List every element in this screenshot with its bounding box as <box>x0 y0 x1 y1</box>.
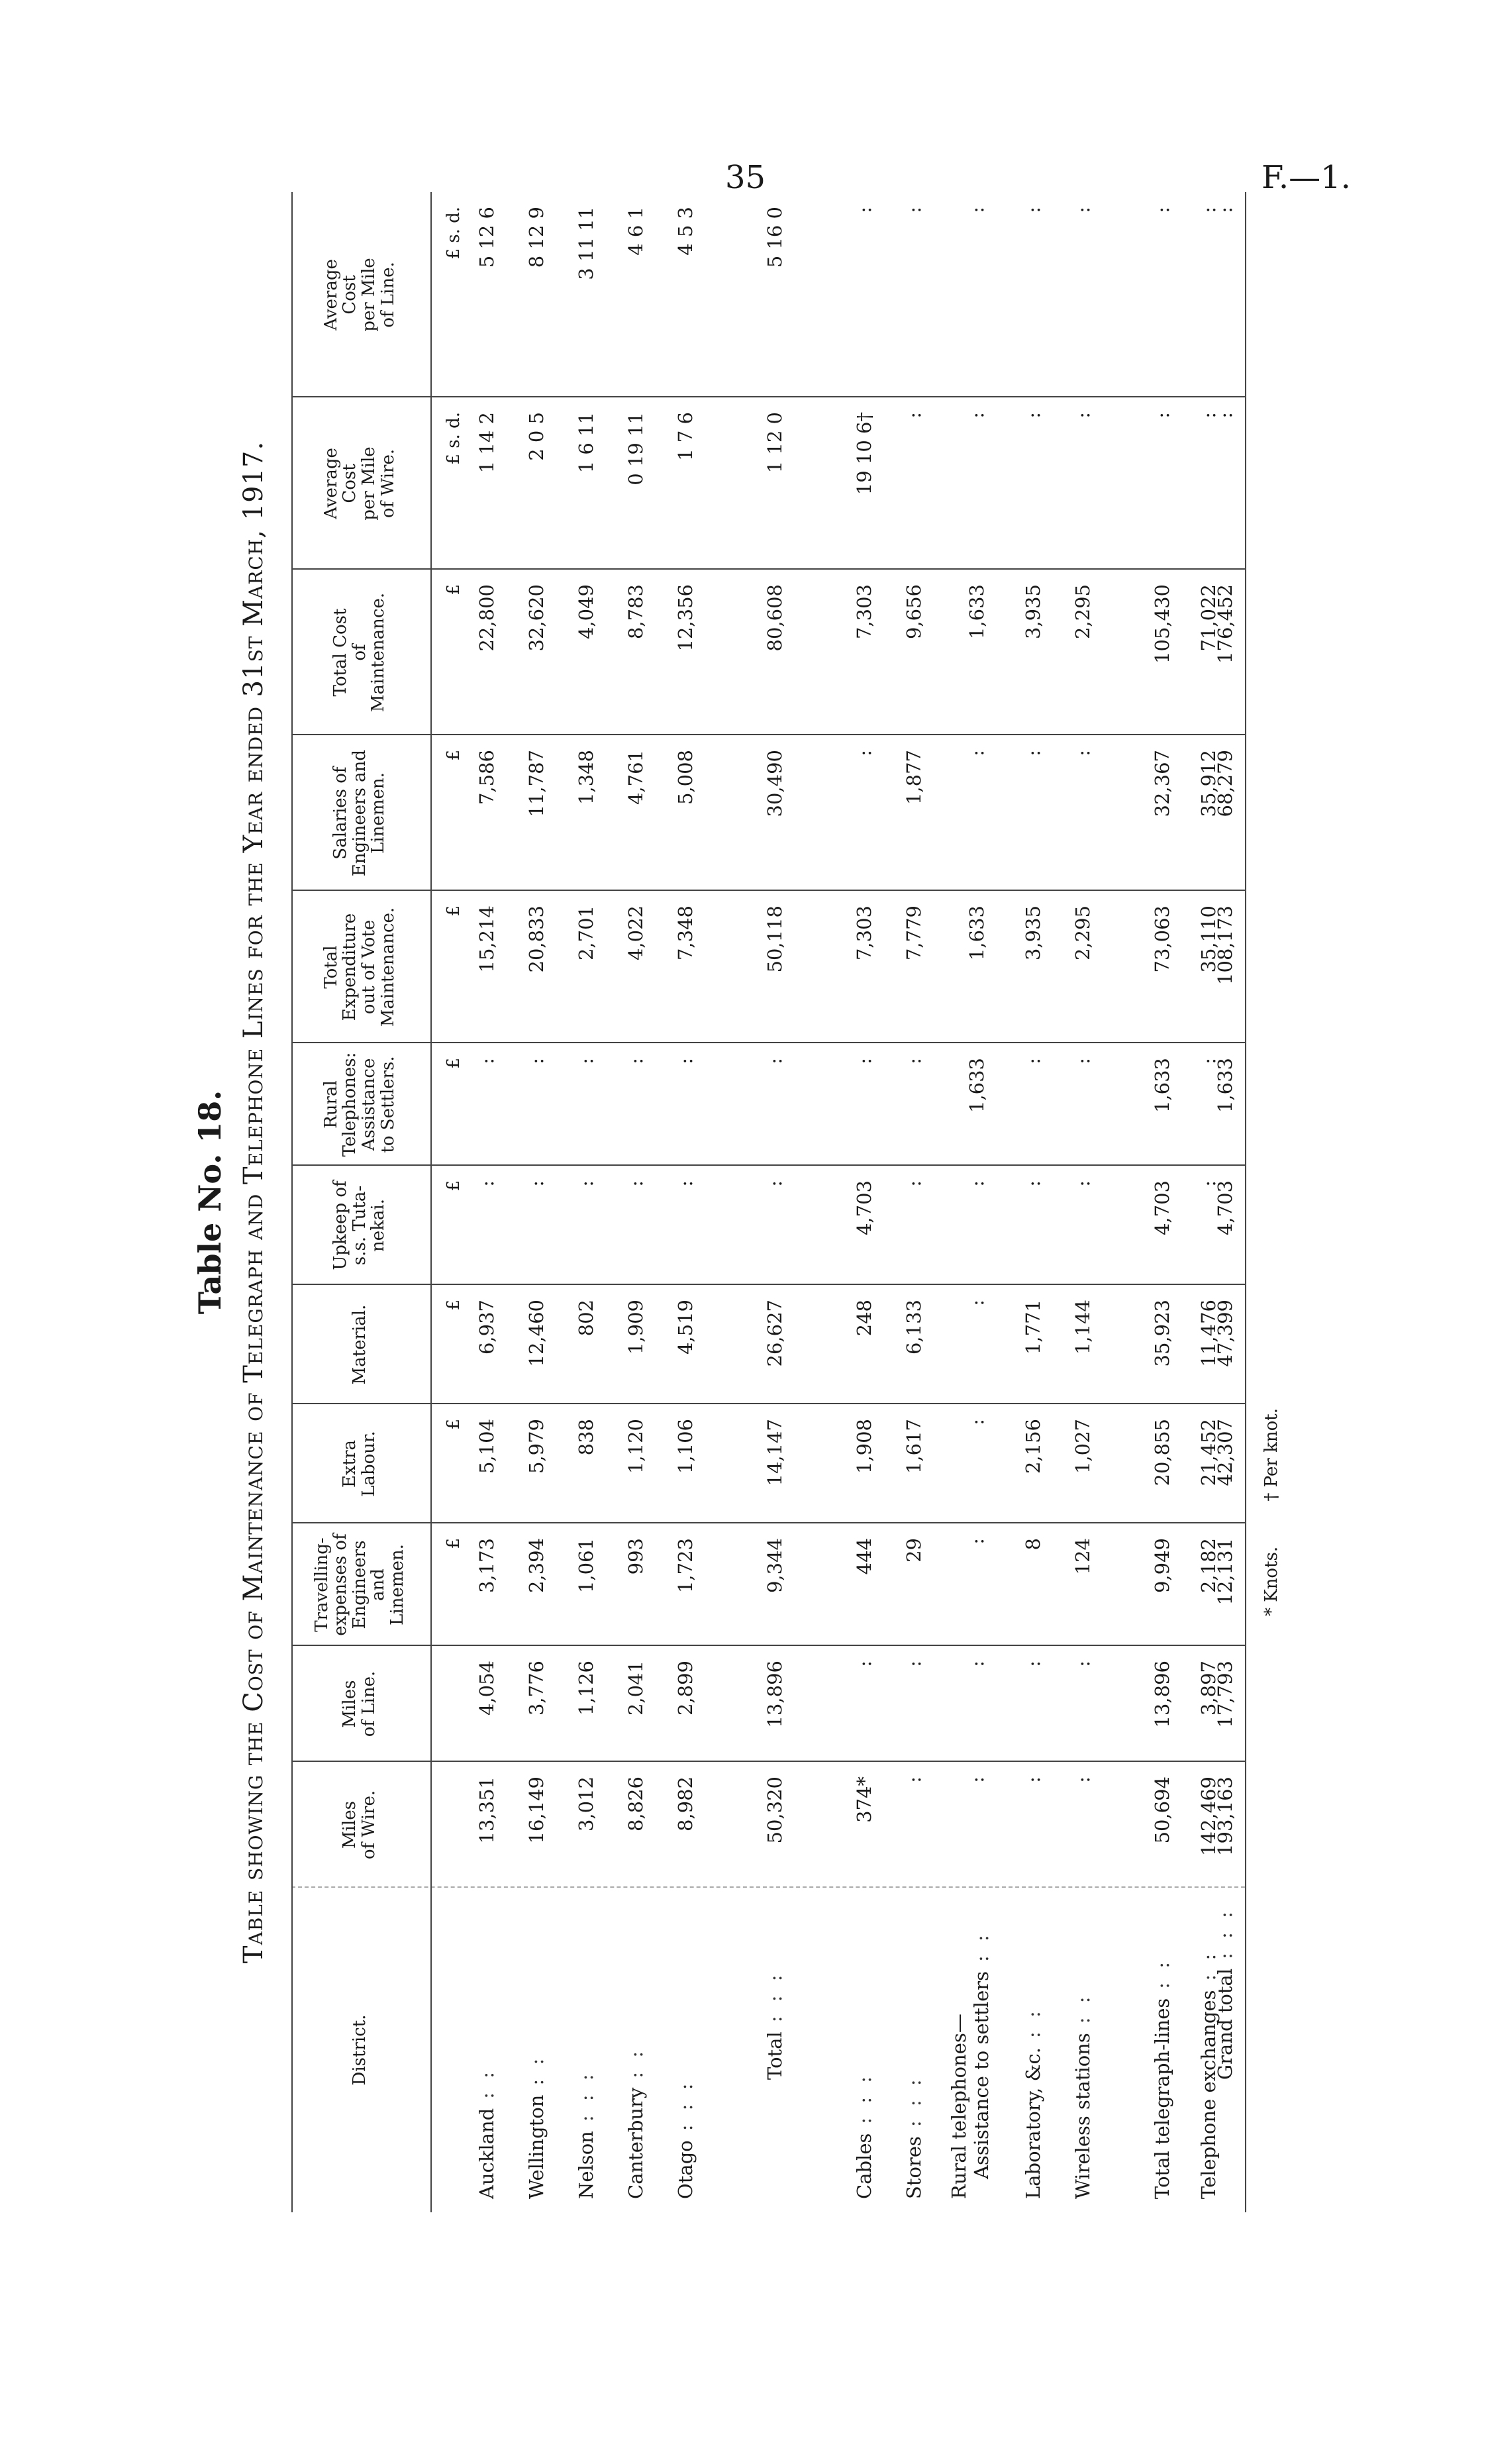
value-cell: : <box>1071 1058 1094 1064</box>
table-row <box>566 192 606 2212</box>
value-cell: : <box>853 207 875 213</box>
district-text: Stores <box>903 2136 925 2199</box>
table-row <box>948 192 997 2212</box>
value-cell: 2,295 <box>1071 905 1094 961</box>
value-cell: 20,855 <box>1151 1419 1173 1486</box>
value-cell: 1,144 <box>1071 1300 1094 1355</box>
value-cell: 12,131 <box>1214 1538 1236 1606</box>
value-cell: 2 0 5 <box>525 412 548 461</box>
district-text: Wellington <box>525 2094 548 2199</box>
value-cell: 12,460 <box>525 1300 548 1367</box>
value-cell: 1 14 2 <box>475 412 498 474</box>
value-cell: : <box>764 1180 786 1187</box>
value-cell: 1,027 <box>1071 1419 1094 1474</box>
value-cell: 1,348 <box>575 750 597 805</box>
unit-label: £ <box>444 1058 464 1069</box>
value-cell: : <box>674 1180 697 1187</box>
column-header: Material. <box>349 1304 370 1385</box>
document-reference: F.—1. <box>1262 159 1351 196</box>
table-row <box>467 192 507 2212</box>
value-cell: 71,022 <box>1197 584 1220 652</box>
district-text: Laboratory, &c. <box>1022 2047 1044 2199</box>
value-cell: 3,173 <box>475 1538 498 1594</box>
value-cell: 4,054 <box>475 1661 498 1716</box>
column-header: Total Cost of Maintenance. <box>330 592 389 713</box>
value-cell: : <box>1197 207 1220 213</box>
value-cell: 4,022 <box>624 905 647 961</box>
value-cell: 2,295 <box>1071 584 1094 640</box>
value-cell: : <box>1151 207 1173 213</box>
value-cell: 3,935 <box>1022 584 1044 640</box>
unit-label: £ <box>444 750 464 761</box>
value-cell: : <box>764 1058 786 1064</box>
value-cell: 16,149 <box>525 1776 548 1844</box>
district-text: Cables <box>853 2133 875 2199</box>
table-row <box>844 192 884 2212</box>
value-cell: 2,701 <box>575 905 597 961</box>
value-cell: 1,061 <box>575 1538 597 1594</box>
value-cell: : <box>1022 1180 1044 1187</box>
unit-label: £ <box>444 905 464 917</box>
value-cell: 6,133 <box>903 1300 925 1355</box>
value-cell: 7,303 <box>853 905 875 961</box>
value-cell: 6,937 <box>475 1300 498 1355</box>
value-cell: : <box>525 1058 548 1064</box>
value-cell: 7,303 <box>853 584 875 640</box>
value-cell: 2,041 <box>624 1661 647 1716</box>
value-cell: 4 6 1 <box>624 207 647 256</box>
dot-leaders: : : <box>525 2054 548 2086</box>
row-rule <box>1245 192 1246 2212</box>
row-rule <box>291 192 293 2212</box>
value-cell: 4,703 <box>1151 1180 1173 1236</box>
value-cell: 15,214 <box>475 905 498 973</box>
value-cell: : <box>475 1058 498 1064</box>
value-cell: : <box>1071 207 1094 213</box>
value-cell: 50,694 <box>1151 1776 1173 1844</box>
table-row <box>1142 192 1182 2212</box>
value-cell: 4,519 <box>674 1300 697 1355</box>
dot-leaders: : : : <box>903 2075 925 2128</box>
value-cell: 35,110 <box>1197 905 1220 973</box>
dot-leaders: : : <box>970 1931 993 1963</box>
value-cell: 8,826 <box>624 1776 647 1832</box>
value-cell: 444 <box>853 1538 875 1575</box>
column-header: Average Cost per Mile of Line. <box>321 258 398 332</box>
cost-table <box>291 192 1245 2212</box>
value-cell: 193,163 <box>1214 1776 1236 1856</box>
value-cell: : <box>1197 1180 1220 1187</box>
value-cell: 68,279 <box>1214 750 1236 817</box>
column-header: Miles of Line. <box>340 1670 379 1737</box>
value-cell: : <box>1071 412 1094 419</box>
value-cell: : <box>674 1058 697 1064</box>
value-cell: 1 6 11 <box>575 412 597 474</box>
district-name <box>755 1901 795 2199</box>
value-cell: 7,586 <box>475 750 498 805</box>
dot-leaders: : : <box>1151 1957 1173 1989</box>
value-cell: 1,908 <box>853 1419 875 1474</box>
value-cell: 124 <box>1071 1538 1094 1575</box>
value-cell: : <box>1022 750 1044 756</box>
value-cell: 22,800 <box>475 584 498 652</box>
unit-label: £ s. d. <box>444 207 464 260</box>
value-cell: 26,627 <box>764 1300 786 1367</box>
value-cell: 47,399 <box>1214 1300 1236 1367</box>
value-cell: 11,476 <box>1197 1300 1220 1367</box>
district-text: Wireless stations <box>1071 2033 1094 2199</box>
rotated-table <box>192 192 1281 2212</box>
value-cell: 8,982 <box>674 1776 697 1832</box>
district-name <box>616 1901 656 2199</box>
district-text: Grand total <box>1214 1968 1236 2080</box>
value-cell: : <box>903 1661 925 1667</box>
value-cell: : <box>903 1180 925 1187</box>
value-cell: 2,156 <box>1022 1419 1044 1474</box>
value-cell: 1,877 <box>903 750 925 805</box>
value-cell: 7,348 <box>674 905 697 961</box>
dot-leaders: : : : <box>853 2072 875 2124</box>
district-name <box>894 1901 934 2199</box>
value-cell: 142,469 <box>1197 1776 1220 1856</box>
table-row <box>1063 192 1103 2212</box>
value-cell: : <box>903 412 925 419</box>
value-cell: 1,633 <box>1151 1058 1173 1113</box>
district-name <box>1142 1901 1182 2199</box>
value-cell: 3,935 <box>1022 905 1044 961</box>
value-cell: 14,147 <box>764 1419 786 1486</box>
value-cell: 50,118 <box>764 905 786 973</box>
district-text: Total <box>764 2031 786 2080</box>
table-title: Table showing the Cost of Maintenance of Telegraph and Telephone Lines for the Year ended 31st March, 1917. <box>238 440 269 1964</box>
value-cell: : <box>1022 1661 1044 1667</box>
value-cell: 80,608 <box>764 584 786 652</box>
district-name <box>1013 1901 1053 2199</box>
value-cell: 12,356 <box>674 584 697 652</box>
dot-leaders: : : <box>1197 1949 1220 1981</box>
value-cell: 1,633 <box>966 584 988 640</box>
value-cell: 993 <box>624 1538 647 1575</box>
value-cell: 1,909 <box>624 1300 647 1355</box>
value-cell: 5,979 <box>525 1419 548 1474</box>
table-row <box>755 192 795 2212</box>
value-cell: 3,897 <box>1197 1661 1220 1716</box>
unit-label: £ <box>444 1180 464 1192</box>
district-name <box>566 1901 606 2199</box>
district-name <box>467 1901 507 2199</box>
value-cell: 3,776 <box>525 1661 548 1716</box>
unit-label: £ <box>444 1538 464 1549</box>
value-cell: 9,949 <box>1151 1538 1173 1594</box>
value-cell: 32,367 <box>1151 750 1173 817</box>
column-header: Total Expenditure out of Vote Maintenance. <box>321 907 398 1027</box>
unit-label: £ <box>444 1300 464 1311</box>
value-cell: 1 7 6 <box>674 412 697 461</box>
unit-label: £ s. d. <box>444 412 464 465</box>
value-cell: 5,104 <box>475 1419 498 1474</box>
table-row <box>894 192 934 2212</box>
value-cell: : <box>624 1058 647 1064</box>
district-text: Nelson <box>575 2131 597 2199</box>
value-cell: : <box>966 750 988 756</box>
value-cell: : <box>853 750 875 756</box>
value-cell: 4,703 <box>1214 1180 1236 1236</box>
table-row <box>1013 192 1053 2212</box>
value-cell: 9,656 <box>903 584 925 640</box>
district-text: Telephone exchanges <box>1197 1990 1220 2199</box>
value-cell: 50,320 <box>764 1776 786 1844</box>
value-cell: 5 16 0 <box>764 207 786 268</box>
district-name <box>1063 1901 1103 2199</box>
value-cell: : <box>903 1776 925 1783</box>
value-cell: 17,793 <box>1214 1661 1236 1728</box>
value-cell: 5,008 <box>674 750 697 805</box>
footnote-knots: * Knots. <box>1262 1546 1281 1616</box>
value-cell: : <box>1214 207 1236 213</box>
column-header: Rural Telephones: Assistance to Settlers. <box>321 1052 398 1157</box>
district-name <box>666 1901 705 2199</box>
value-cell: : <box>575 1180 597 1187</box>
value-cell: 105,430 <box>1151 584 1173 664</box>
district-line-2-text: Assistance to settlers <box>970 1971 993 2179</box>
value-cell: 2,182 <box>1197 1538 1220 1594</box>
value-cell: 30,490 <box>764 750 786 817</box>
value-cell: : <box>966 1419 988 1425</box>
value-cell: 802 <box>575 1300 597 1337</box>
value-cell: 21,452 <box>1197 1419 1220 1486</box>
value-cell: 13,896 <box>764 1661 786 1728</box>
value-cell: 19 10 6† <box>853 412 875 495</box>
value-cell: : <box>575 1058 597 1064</box>
value-cell: 3 11 11 <box>575 207 597 280</box>
value-cell: 9,344 <box>764 1538 786 1594</box>
value-cell: 0 19 11 <box>624 412 647 486</box>
value-cell: : <box>1022 207 1044 213</box>
dot-leaders: : : <box>1022 2007 1044 2039</box>
dot-leaders: : : <box>624 2047 647 2079</box>
dot-leaders: : : : <box>674 2079 697 2131</box>
value-cell: 1,633 <box>966 1058 988 1113</box>
value-cell: 32,620 <box>525 584 548 652</box>
district-text: Otago <box>674 2140 697 2199</box>
value-cell: 35,912 <box>1197 750 1220 817</box>
value-cell: 4,049 <box>575 584 597 640</box>
district-text: Total telegraph-lines <box>1151 1998 1173 2199</box>
dot-leaders: : : : <box>764 1971 786 2023</box>
column-header: Salaries of Engineers and Linemen. <box>330 749 389 877</box>
value-cell: 35,923 <box>1151 1300 1173 1367</box>
value-cell: 20,833 <box>525 905 548 973</box>
dot-leaders: : : : <box>1214 1908 1236 1959</box>
value-cell: 13,351 <box>475 1776 498 1844</box>
row-rule <box>430 192 432 2212</box>
value-cell: 8,783 <box>624 584 647 640</box>
dot-leaders: : : : <box>575 2070 597 2122</box>
column-header: District. <box>349 2014 370 2086</box>
value-cell: 1,633 <box>966 905 988 961</box>
column-header: Upkeep of s.s. Tuta- nekai. <box>330 1180 389 1270</box>
value-cell: : <box>903 207 925 213</box>
value-cell: : <box>966 207 988 213</box>
value-cell: : <box>1071 1776 1094 1783</box>
value-cell: : <box>1022 1776 1044 1783</box>
district-name <box>844 1901 884 2199</box>
footnote-per-knot: † Per knot. <box>1262 1408 1281 1502</box>
value-cell: : <box>1197 412 1220 419</box>
value-cell: : <box>1197 1058 1220 1064</box>
dot-leaders: : : <box>475 2067 498 2099</box>
table-number: Table No. 18. <box>192 1090 228 1315</box>
district-text: Auckland <box>475 2108 498 2199</box>
value-cell: 1,723 <box>674 1538 697 1594</box>
table-row <box>616 192 656 2212</box>
table-row <box>666 192 705 2212</box>
value-cell: 1 12 0 <box>764 412 786 474</box>
value-cell: 248 <box>853 1300 875 1337</box>
value-cell: 2,394 <box>525 1538 548 1594</box>
value-cell: : <box>966 1661 988 1667</box>
district-text: Canterbury <box>624 2087 647 2199</box>
value-cell: 2,899 <box>674 1661 697 1716</box>
value-cell: : <box>1071 750 1094 756</box>
value-cell: 42,307 <box>1214 1419 1236 1486</box>
column-header: Extra Labour. <box>340 1431 379 1497</box>
district-line-1: Rural telephones— <box>948 2014 970 2199</box>
value-cell: 7,779 <box>903 905 925 961</box>
value-cell: : <box>903 1058 925 1064</box>
value-cell: : <box>1214 412 1236 419</box>
district-name <box>517 1901 556 2199</box>
value-cell: : <box>966 412 988 419</box>
value-cell: : <box>1071 1661 1094 1667</box>
value-cell: 1,771 <box>1022 1300 1044 1355</box>
value-cell: 176,452 <box>1214 584 1236 664</box>
value-cell: 3,012 <box>575 1776 597 1832</box>
column-header: Average Cost per Mile of Wire. <box>321 446 398 521</box>
column-header: Travelling- expenses of Engineers and Linemen. <box>311 1533 407 1636</box>
value-cell: : <box>966 1180 988 1187</box>
value-cell: 1,617 <box>903 1419 925 1474</box>
value-cell: 838 <box>575 1419 597 1456</box>
value-cell: 8 <box>1022 1538 1044 1551</box>
table-row <box>1205 192 1245 2212</box>
value-cell: : <box>853 1661 875 1667</box>
value-cell: : <box>525 1180 548 1187</box>
value-cell: 1,633 <box>1214 1058 1236 1113</box>
district-name <box>1205 1901 1245 2199</box>
value-cell: 4 5 3 <box>674 207 697 256</box>
value-cell: 108,173 <box>1214 905 1236 985</box>
value-cell: : <box>853 1058 875 1064</box>
value-cell: 1,126 <box>575 1661 597 1716</box>
value-cell: 5 12 6 <box>475 207 498 268</box>
unit-label: £ <box>444 584 464 595</box>
value-cell: 1,120 <box>624 1419 647 1474</box>
value-cell: : <box>1151 412 1173 419</box>
footnotes <box>1262 1368 1281 1616</box>
value-cell: 8 12 9 <box>525 207 548 268</box>
value-cell: 1,106 <box>674 1419 697 1474</box>
dot-leaders: : : <box>1071 1992 1094 2024</box>
value-cell: : <box>966 1538 988 1545</box>
value-cell: 13,896 <box>1151 1661 1173 1728</box>
value-cell: : <box>1071 1180 1094 1187</box>
unit-label: £ <box>444 1419 464 1430</box>
value-cell: 4,761 <box>624 750 647 805</box>
value-cell: 73,063 <box>1151 905 1173 973</box>
table-row <box>517 192 556 2212</box>
value-cell: 11,787 <box>525 750 548 817</box>
value-cell: : <box>966 1300 988 1306</box>
value-cell: 4,703 <box>853 1180 875 1236</box>
value-cell: : <box>624 1180 647 1187</box>
value-cell: 29 <box>903 1538 925 1563</box>
page-number: 35 <box>725 159 766 196</box>
value-cell: : <box>475 1180 498 1187</box>
value-cell: 374* <box>853 1776 875 1823</box>
district-name <box>944 1901 997 2199</box>
value-cell: : <box>1022 1058 1044 1064</box>
district-line-2 <box>970 1931 993 2199</box>
column-header: Miles of Wire. <box>340 1790 379 1860</box>
value-cell: : <box>1022 412 1044 419</box>
value-cell: : <box>966 1776 988 1783</box>
